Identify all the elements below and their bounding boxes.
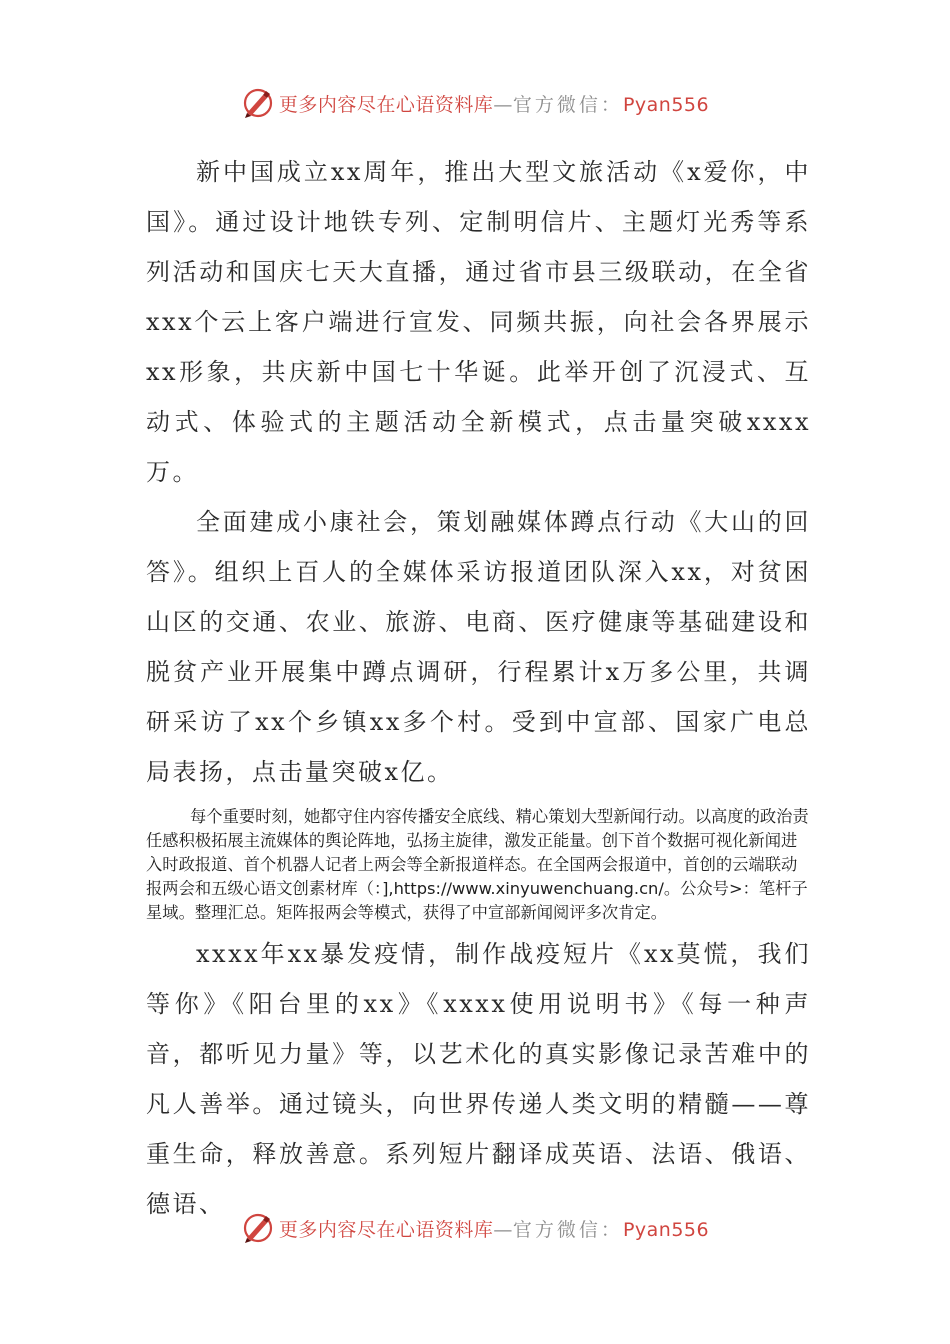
header-banner xyxy=(0,83,950,123)
pen-logo-icon xyxy=(241,1211,275,1245)
footer-banner-wechat-label: 官方微信： xyxy=(512,1218,623,1241)
header-banner-text xyxy=(279,90,709,117)
paragraph-2: 全面建成小康社会，策划融媒体蹲点行动《大山的回答》。组织上百人的全媒体采访报道团队深入xx，对贫困山区的交通、农业、旅游、电商、医疗健康等基础建设和脱贫产业开展集中蹲点调研，行程累计x万多公里，共调研采访了xx个乡镇xx多个村。受到中宣部、国家广电总局表扬，点击量突破x亿。 xyxy=(146,508,811,786)
header-banner-wechat-label: 官方微信： xyxy=(512,93,623,116)
header-banner-title: 更多内容尽在心语资料库 xyxy=(278,93,494,116)
inserted-note-paragraph: 每个重要时刻，她都守住内容传播安全底线、精心策划大型新闻行动。以高度的政治责任感积极拓展主流媒体的舆论阵地，弘扬主旋律，激发正能量。创下首个数据可视化新闻进入时政报道、首个机器人记者上两会等全新报道样态。在全国两会报道中，首创的云端联动报两会和五级心语文创素材库（：],https://www.xinyuwenchuang.cn/。公众号>：笔杆子星域。整理汇总。矩阵报两会等模式，获得了中宣部新闻阅评多次肯定。 xyxy=(146,807,809,922)
header-banner-dash: — xyxy=(493,93,513,116)
footer-banner-wechat-id: Pyan556 xyxy=(622,1218,710,1241)
paragraph-3: xxxx年xx暴发疫情，制作战疫短片《xx莫慌，我们等你》《阳台里的xx》《xxxx使用说明书》《每一种声音，都听见力量》等，以艺术化的真实影像记录苦难中的凡人善举。通过镜头，向世界传递人类文明的精髓——尊重生命，释放善意。系列短片翻译成英语、法语、俄语、德语、 xyxy=(146,940,811,1218)
footer-banner-text xyxy=(279,1215,709,1242)
header-banner-wechat-id: Pyan556 xyxy=(622,93,710,116)
footer-banner-title: 更多内容尽在心语资料库 xyxy=(278,1218,494,1241)
footer-banner-dash: — xyxy=(493,1218,513,1241)
paragraph-1: 新中国成立xx周年，推出大型文旅活动《x爱你，中国》。通过设计地铁专列、定制明信片、主题灯光秀等系列活动和国庆七天大直播，通过省市县三级联动，在全省xxx个云上客户端进行宣发、同频共振，向社会各界展示xx形象，共庆新中国七十华诞。此举开创了沉浸式、互动式、体验式的主题活动全新模式，点击量突破xxxx万。 xyxy=(146,158,811,486)
document-body xyxy=(146,147,811,1229)
footer-banner xyxy=(0,1208,950,1248)
pen-logo-icon xyxy=(241,86,275,120)
